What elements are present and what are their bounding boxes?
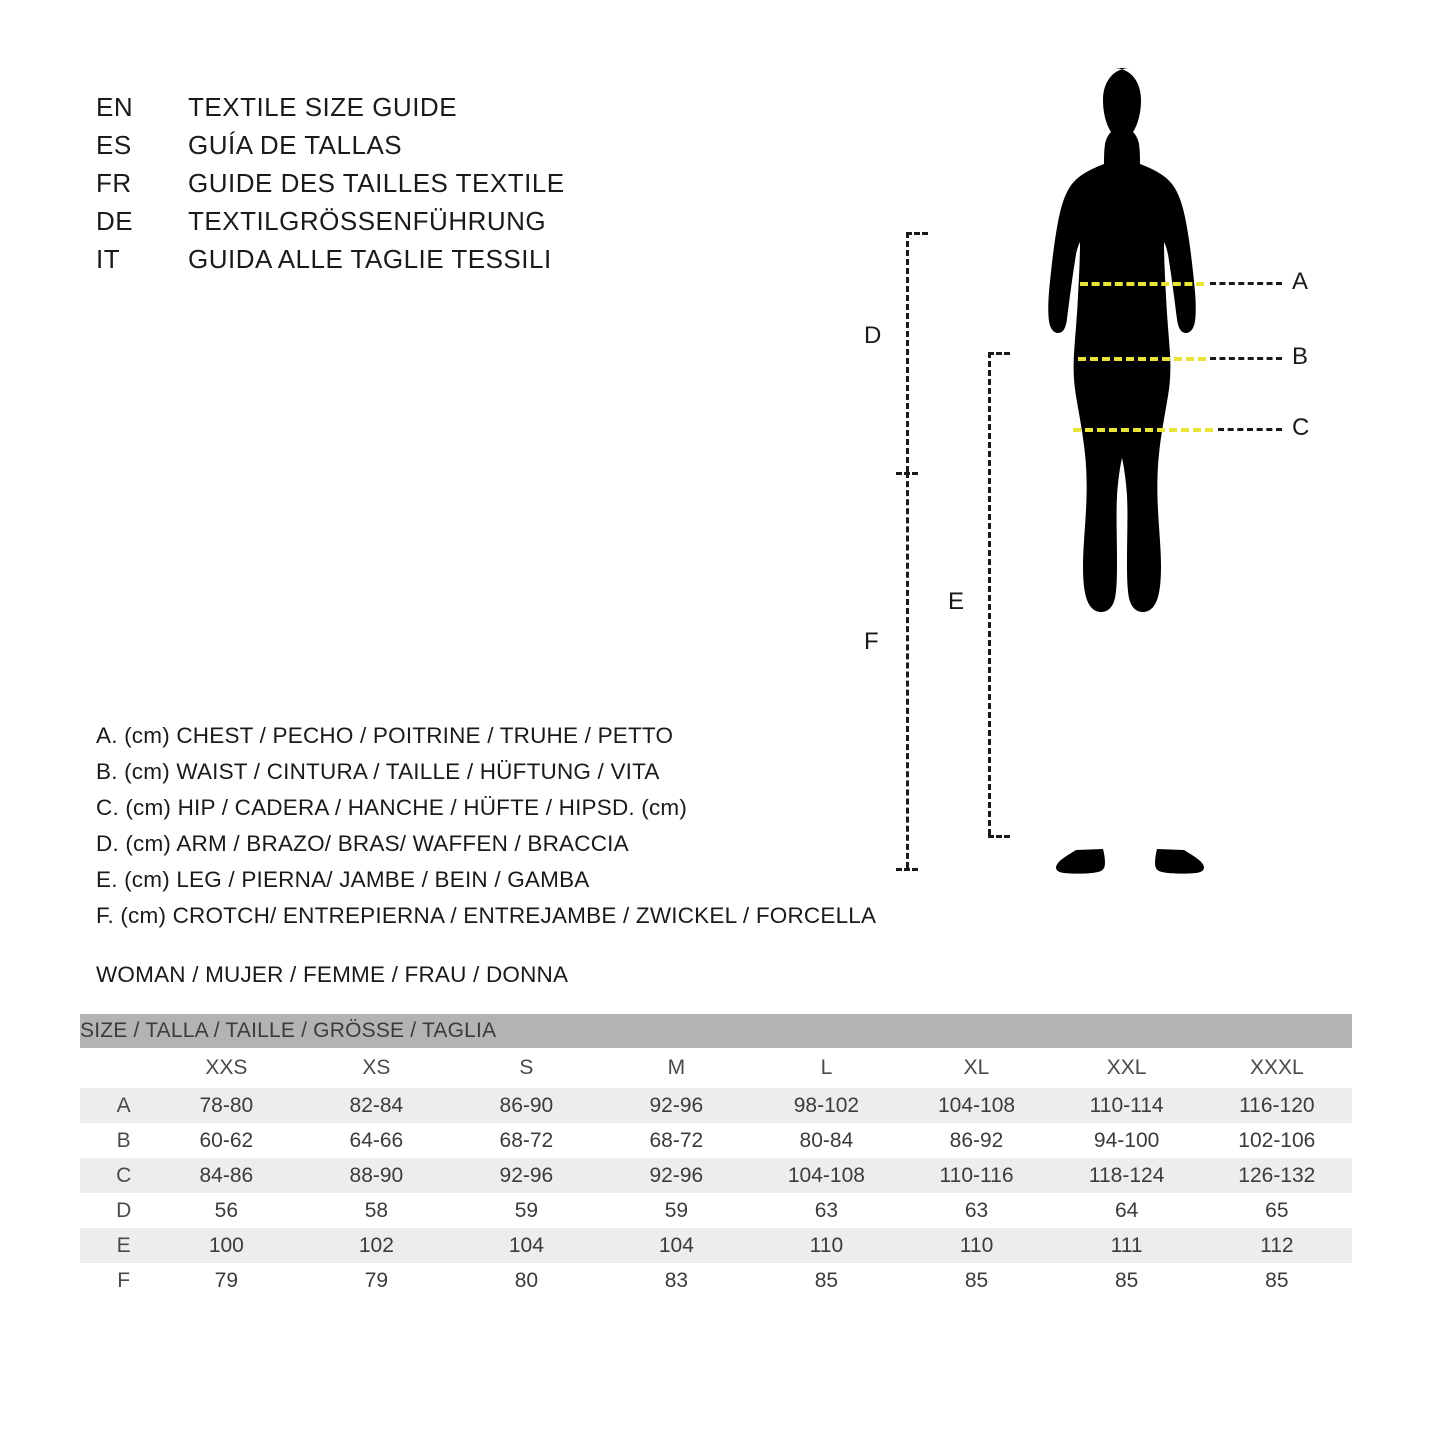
table-row — [80, 1088, 1352, 1123]
cell-b-s: 68-72 — [451, 1123, 601, 1158]
cell-c-xxxl: 126-132 — [1202, 1158, 1352, 1193]
title-row — [96, 168, 716, 206]
label-b: B — [1292, 343, 1309, 370]
cell-f-s: 80 — [451, 1263, 601, 1298]
cell-e-xxl: 111 — [1052, 1228, 1202, 1263]
cell-b-xs: 64-66 — [301, 1123, 451, 1158]
cell-b-xl: 86-92 — [901, 1123, 1051, 1158]
cell-c-xxs: 84-86 — [151, 1158, 301, 1193]
cell-d-m: 59 — [601, 1193, 751, 1228]
woman-silhouette-icon — [1020, 60, 1240, 890]
title-row — [96, 206, 716, 244]
title-lang-it: IT — [96, 244, 121, 274]
column-header-xl: XL — [901, 1048, 1051, 1088]
cell-c-s: 92-96 — [451, 1158, 601, 1193]
cell-f-l: 85 — [751, 1263, 901, 1298]
cell-e-s: 104 — [451, 1228, 601, 1263]
row-label-f: F — [80, 1263, 151, 1298]
leg-bracket-top-tick — [988, 352, 1010, 355]
cell-d-s: 59 — [451, 1193, 601, 1228]
cell-b-xxs: 60-62 — [151, 1123, 301, 1158]
hip-measure-line — [1073, 428, 1213, 432]
title-lang-fr: FR — [96, 168, 132, 198]
row-label-e: E — [80, 1228, 151, 1263]
title-text-de: TEXTILGRÖSSENFÜHRUNG — [188, 206, 547, 236]
title-row — [96, 92, 716, 130]
cell-d-xxxl: 65 — [1202, 1193, 1352, 1228]
table-header-row — [80, 1048, 1352, 1088]
title-lang-es: ES — [96, 130, 132, 160]
measurement-legend — [96, 723, 896, 939]
row-label-d: D — [80, 1193, 151, 1228]
leg-bracket-line — [988, 352, 991, 835]
cell-b-m: 68-72 — [601, 1123, 751, 1158]
table-row — [80, 1158, 1352, 1193]
cell-f-m: 83 — [601, 1263, 751, 1298]
cell-e-xxs: 100 — [151, 1228, 301, 1263]
table-caption-row — [80, 1014, 1352, 1048]
cell-e-xs: 102 — [301, 1228, 451, 1263]
cell-d-xl: 63 — [901, 1193, 1051, 1228]
hip-leader-line — [1218, 428, 1282, 431]
legend-row-d: D. (cm) ARM / BRAZO/ BRAS/ WAFFEN / BRACCIA — [96, 831, 629, 856]
label-a: A — [1292, 268, 1309, 295]
crotch-bracket-line — [906, 472, 909, 868]
cell-a-m: 92-96 — [601, 1088, 751, 1123]
cell-d-xxs: 56 — [151, 1193, 301, 1228]
cell-f-xxs: 79 — [151, 1263, 301, 1298]
title-block — [96, 92, 716, 282]
table-row — [80, 1193, 1352, 1228]
label-c: C — [1292, 414, 1310, 441]
row-label-b: B — [80, 1123, 151, 1158]
size-table — [80, 1014, 1352, 1298]
arm-bracket-line — [906, 232, 909, 472]
cell-b-l: 80-84 — [751, 1123, 901, 1158]
cell-c-xs: 88-90 — [301, 1158, 451, 1193]
title-row — [96, 244, 716, 282]
cell-e-m: 104 — [601, 1228, 751, 1263]
title-text-fr: GUIDE DES TAILLES TEXTILE — [188, 168, 565, 198]
cell-a-xl: 104-108 — [901, 1088, 1051, 1123]
table-corner-cell — [80, 1048, 151, 1088]
cell-d-xxl: 64 — [1052, 1193, 1202, 1228]
column-header-xxl: XXL — [1052, 1048, 1202, 1088]
legend-row-c: C. (cm) HIP / CADERA / HANCHE / HÜFTE / HIPSD. (cm) — [96, 795, 688, 820]
leg-bracket-bottom-tick — [988, 835, 1010, 838]
title-lang-de: DE — [96, 206, 134, 236]
cell-c-xl: 110-116 — [901, 1158, 1051, 1193]
column-header-l: L — [751, 1048, 901, 1088]
cell-e-l: 110 — [751, 1228, 901, 1263]
table-row — [80, 1228, 1352, 1263]
cell-b-xxl: 94-100 — [1052, 1123, 1202, 1158]
group-caption: WOMAN / MUJER / FEMME / FRAU / DONNA — [96, 962, 569, 987]
legend-row-f: F. (cm) CROTCH/ ENTREPIERNA / ENTREJAMBE / ZWICKEL / FORCELLA — [96, 903, 877, 928]
waist-measure-line — [1078, 357, 1206, 361]
label-d: D — [864, 322, 882, 349]
column-header-xs: XS — [301, 1048, 451, 1088]
column-header-xxxl: XXXL — [1202, 1048, 1352, 1088]
label-f: F — [864, 628, 879, 655]
cell-d-xs: 58 — [301, 1193, 451, 1228]
cell-e-xl: 110 — [901, 1228, 1051, 1263]
chest-measure-line — [1080, 282, 1204, 286]
cell-f-xxxl: 85 — [1202, 1263, 1352, 1298]
title-row — [96, 130, 716, 168]
title-text-es: GUÍA DE TALLAS — [188, 130, 403, 160]
cell-a-xxl: 110-114 — [1052, 1088, 1202, 1123]
legend-row-b: B. (cm) WAIST / CINTURA / TAILLE / HÜFTUNG / VITA — [96, 759, 660, 784]
label-e: E — [948, 588, 965, 615]
column-header-s: S — [451, 1048, 601, 1088]
arm-bracket-top-tick — [906, 232, 928, 235]
table-row — [80, 1263, 1352, 1298]
cell-c-xxl: 118-124 — [1052, 1158, 1202, 1193]
cell-a-xxxl: 116-120 — [1202, 1088, 1352, 1123]
cell-f-xxl: 85 — [1052, 1263, 1202, 1298]
title-text-it: GUIDA ALLE TAGLIE TESSILI — [188, 244, 552, 274]
waist-leader-line — [1210, 357, 1282, 360]
legend-row-a: A. (cm) CHEST / PECHO / POITRINE / TRUHE / PETTO — [96, 723, 674, 748]
title-lang-en: EN — [96, 92, 134, 122]
cell-a-xxs: 78-80 — [151, 1088, 301, 1123]
row-label-c: C — [80, 1158, 151, 1193]
cell-f-xs: 79 — [301, 1263, 451, 1298]
row-label-a: A — [80, 1088, 151, 1123]
cell-a-xs: 82-84 — [301, 1088, 451, 1123]
body-measurement-figure — [830, 60, 1390, 920]
title-text-en: TEXTILE SIZE GUIDE — [188, 92, 458, 122]
chest-leader-line — [1210, 282, 1282, 285]
cell-e-xxxl: 112 — [1202, 1228, 1352, 1263]
cell-d-l: 63 — [751, 1193, 901, 1228]
cell-f-xl: 85 — [901, 1263, 1051, 1298]
cell-b-xxxl: 102-106 — [1202, 1123, 1352, 1158]
cell-a-s: 86-90 — [451, 1088, 601, 1123]
column-header-xxs: XXS — [151, 1048, 301, 1088]
table-caption: SIZE / TALLA / TAILLE / GRÖSSE / TAGLIA — [80, 1014, 1352, 1048]
column-header-m: M — [601, 1048, 751, 1088]
crotch-bracket-bottom-tick — [896, 868, 918, 871]
cell-c-l: 104-108 — [751, 1158, 901, 1193]
cell-a-l: 98-102 — [751, 1088, 901, 1123]
cell-c-m: 92-96 — [601, 1158, 751, 1193]
legend-row-e: E. (cm) LEG / PIERNA/ JAMBE / BEIN / GAMBA — [96, 867, 590, 892]
table-row — [80, 1123, 1352, 1158]
